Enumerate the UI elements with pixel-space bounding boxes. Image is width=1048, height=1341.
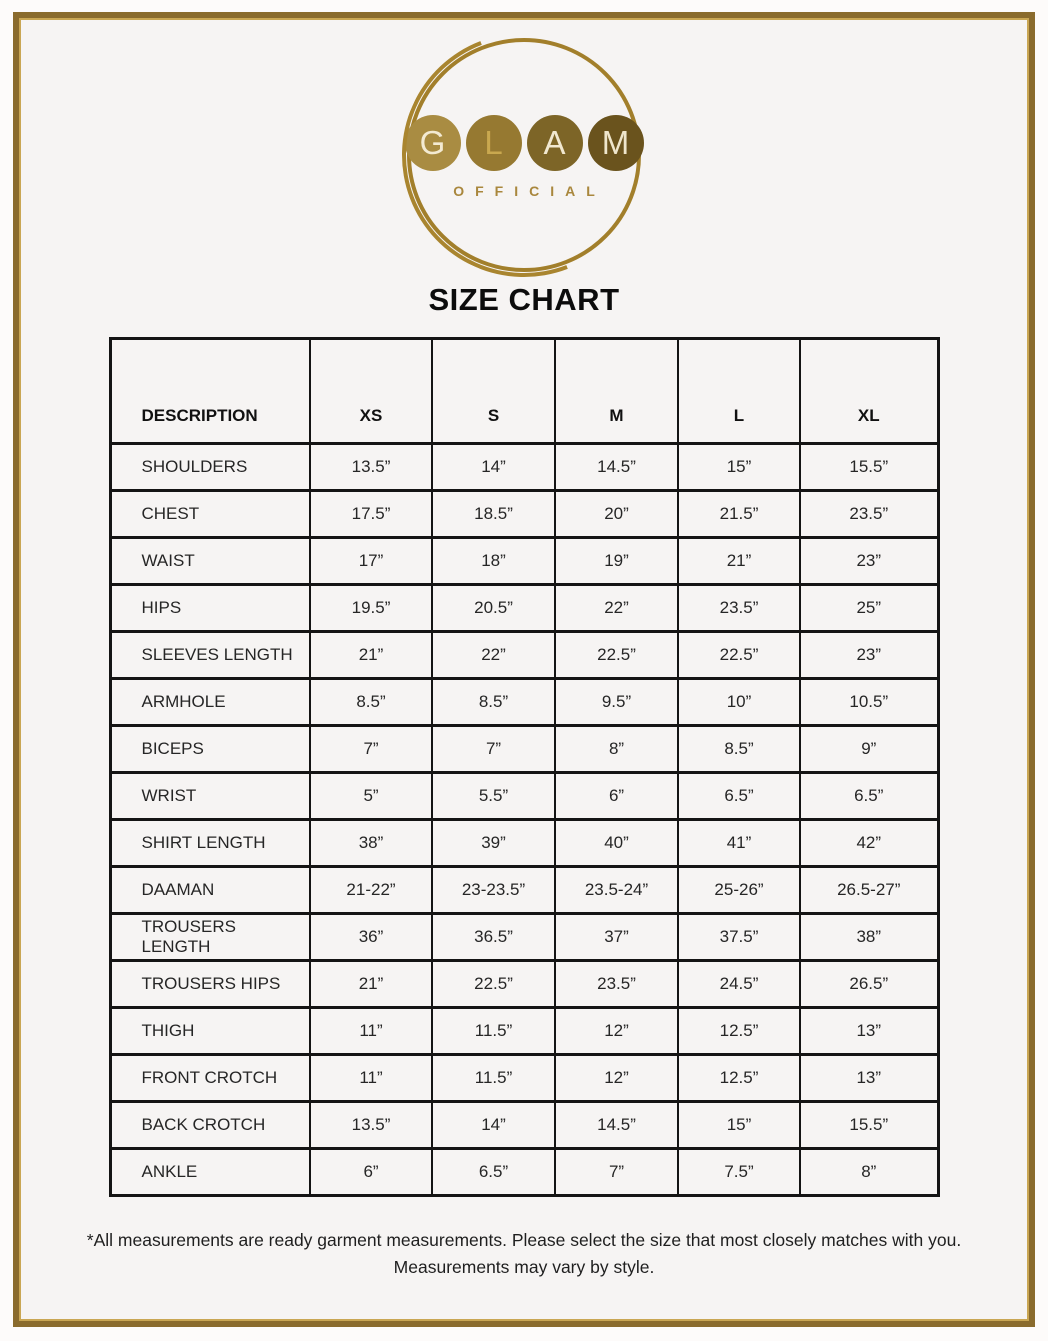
cell-value: 6.5” (432, 1149, 555, 1196)
cell-value: 36.5” (432, 914, 555, 961)
cell-value: 21.5” (678, 491, 800, 538)
cell-value: 38” (310, 820, 432, 867)
footnote-line1: *All measurements are ready garment measurements. Please select the size that most closely matches with you. (86, 1230, 962, 1250)
page-frame (13, 12, 1035, 1327)
cell-value: 7.5” (678, 1149, 800, 1196)
cell-value: 22.5” (555, 632, 678, 679)
cell-value: 36” (310, 914, 432, 961)
cell-value: 11” (310, 1055, 432, 1102)
cell-value: 18.5” (432, 491, 555, 538)
cell-value: 14.5” (555, 1102, 678, 1149)
cell-value: 23.5” (800, 491, 938, 538)
row-label: BACK CROTCH (110, 1102, 310, 1149)
cell-value: 21-22” (310, 867, 432, 914)
cell-value: 12” (555, 1055, 678, 1102)
row-label: FRONT CROTCH (110, 1055, 310, 1102)
cell-value: 25” (800, 585, 938, 632)
cell-value: 8” (800, 1149, 938, 1196)
row-label: TROUSERS LENGTH (110, 914, 310, 961)
table-row (110, 726, 938, 773)
cell-value: 5” (310, 773, 432, 820)
table-row (110, 1055, 938, 1102)
cell-value: 22” (432, 632, 555, 679)
column-header: XS (310, 339, 432, 444)
row-label: BICEPS (110, 726, 310, 773)
footnote (84, 1227, 964, 1281)
cell-value: 17” (310, 538, 432, 585)
logo-letter-circle: M (588, 115, 644, 171)
cell-value: 22.5” (678, 632, 800, 679)
table-row (110, 1149, 938, 1196)
cell-value: 12” (555, 1008, 678, 1055)
cell-value: 15.5” (800, 1102, 938, 1149)
cell-value: 13” (800, 1008, 938, 1055)
column-header: S (432, 339, 555, 444)
table-row (110, 961, 938, 1008)
row-label: ANKLE (110, 1149, 310, 1196)
cell-value: 5.5” (432, 773, 555, 820)
cell-value: 10.5” (800, 679, 938, 726)
cell-value: 12.5” (678, 1008, 800, 1055)
cell-value: 40” (555, 820, 678, 867)
cell-value: 37.5” (678, 914, 800, 961)
cell-value: 7” (555, 1149, 678, 1196)
cell-value: 21” (678, 538, 800, 585)
table-row (110, 585, 938, 632)
table-row (110, 1008, 938, 1055)
brand-logo (19, 38, 1029, 272)
table-row (110, 632, 938, 679)
header-row (110, 339, 938, 444)
row-label: HIPS (110, 585, 310, 632)
cell-value: 26.5-27” (800, 867, 938, 914)
table-row (110, 914, 938, 961)
cell-value: 11.5” (432, 1008, 555, 1055)
row-label: SLEEVES LENGTH (110, 632, 310, 679)
logo-subtitle: OFFICIAL (453, 183, 606, 199)
table-row (110, 491, 938, 538)
table-row (110, 679, 938, 726)
row-label: WAIST (110, 538, 310, 585)
cell-value: 6.5” (678, 773, 800, 820)
cell-value: 7” (432, 726, 555, 773)
cell-value: 6.5” (800, 773, 938, 820)
cell-value: 11.5” (432, 1055, 555, 1102)
size-chart-table (109, 337, 940, 1197)
cell-value: 37” (555, 914, 678, 961)
cell-value: 42” (800, 820, 938, 867)
table-row (110, 773, 938, 820)
logo-letter-circle: G (405, 115, 461, 171)
cell-value: 22.5” (432, 961, 555, 1008)
logo-letter-circle: A (527, 115, 583, 171)
row-label: TROUSERS HIPS (110, 961, 310, 1008)
cell-value: 25-26” (678, 867, 800, 914)
page-title: SIZE CHART (428, 282, 620, 317)
cell-value: 12.5” (678, 1055, 800, 1102)
table-row (110, 538, 938, 585)
column-header: L (678, 339, 800, 444)
cell-value: 6” (310, 1149, 432, 1196)
table-row (110, 867, 938, 914)
cell-value: 23.5” (555, 961, 678, 1008)
cell-value: 22” (555, 585, 678, 632)
column-header: DESCRIPTION (110, 339, 310, 444)
cell-value: 18” (432, 538, 555, 585)
cell-value: 17.5” (310, 491, 432, 538)
cell-value: 9” (800, 726, 938, 773)
cell-value: 23-23.5” (432, 867, 555, 914)
cell-value: 8.5” (432, 679, 555, 726)
column-header: M (555, 339, 678, 444)
cell-value: 11” (310, 1008, 432, 1055)
cell-value: 15” (678, 1102, 800, 1149)
row-label: DAAMAN (110, 867, 310, 914)
cell-value: 13” (800, 1055, 938, 1102)
cell-value: 20.5” (432, 585, 555, 632)
cell-value: 10” (678, 679, 800, 726)
cell-value: 8” (555, 726, 678, 773)
footnote-line2: Measurements may vary by style. (393, 1257, 655, 1278)
cell-value: 39” (432, 820, 555, 867)
cell-value: 21” (310, 961, 432, 1008)
logo-letters (405, 115, 644, 171)
cell-value: 23” (800, 632, 938, 679)
cell-value: 20” (555, 491, 678, 538)
cell-value: 19.5” (310, 585, 432, 632)
row-label: ARMHOLE (110, 679, 310, 726)
cell-value: 7” (310, 726, 432, 773)
cell-value: 13.5” (310, 1102, 432, 1149)
cell-value: 6” (555, 773, 678, 820)
row-label: SHOULDERS (110, 444, 310, 491)
row-label: WRIST (110, 773, 310, 820)
cell-value: 15” (678, 444, 800, 491)
cell-value: 21” (310, 632, 432, 679)
row-label: CHEST (110, 491, 310, 538)
cell-value: 23.5-24” (555, 867, 678, 914)
row-label: SHIRT LENGTH (110, 820, 310, 867)
cell-value: 41” (678, 820, 800, 867)
cell-value: 38” (800, 914, 938, 961)
cell-value: 19” (555, 538, 678, 585)
cell-value: 24.5” (678, 961, 800, 1008)
column-header: XL (800, 339, 938, 444)
cell-value: 14.5” (555, 444, 678, 491)
cell-value: 8.5” (678, 726, 800, 773)
cell-value: 23.5” (678, 585, 800, 632)
cell-value: 26.5” (800, 961, 938, 1008)
cell-value: 9.5” (555, 679, 678, 726)
table-row (110, 820, 938, 867)
row-label: THIGH (110, 1008, 310, 1055)
table-row (110, 444, 938, 491)
cell-value: 8.5” (310, 679, 432, 726)
table-row (110, 1102, 938, 1149)
logo-letter-circle: L (466, 115, 522, 171)
cell-value: 14” (432, 444, 555, 491)
logo-ring (407, 38, 641, 272)
cell-value: 15.5” (800, 444, 938, 491)
cell-value: 23” (800, 538, 938, 585)
cell-value: 13.5” (310, 444, 432, 491)
page-content (19, 18, 1029, 1321)
cell-value: 14” (432, 1102, 555, 1149)
